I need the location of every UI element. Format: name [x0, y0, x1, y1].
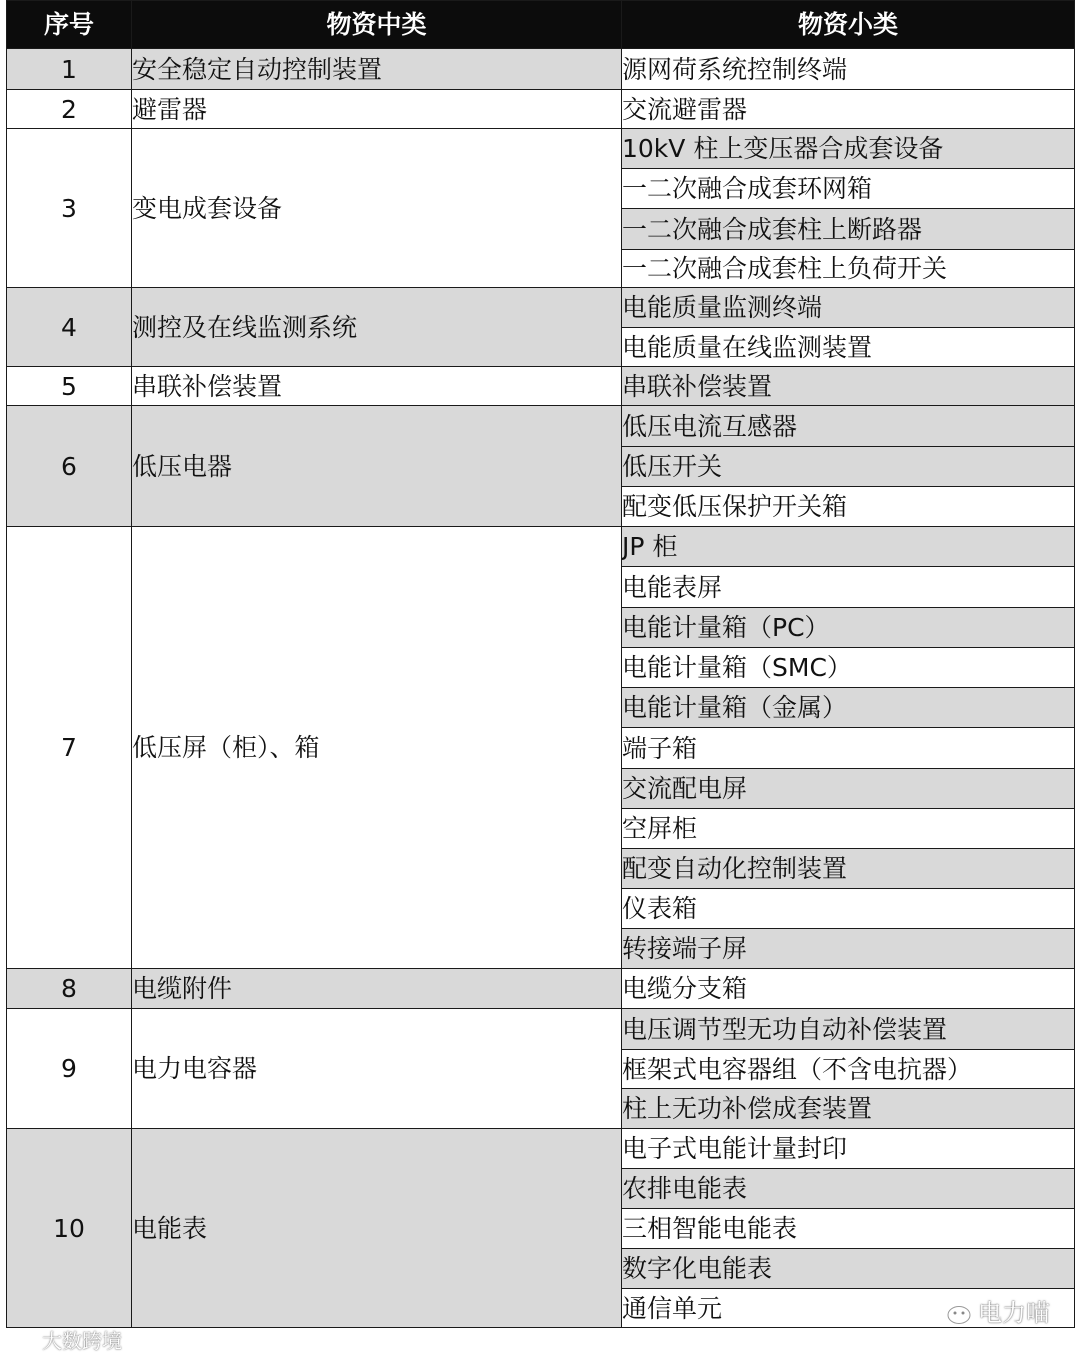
sub-category-cell: 电能质量在线监测装置 [622, 328, 1075, 367]
header-mid-category: 物资中类 [132, 1, 622, 49]
sub-category-cell: 低压电流互感器 [622, 406, 1075, 447]
mid-category-cell: 测控及在线监测系统 [132, 288, 622, 367]
watermark-left [8, 1325, 122, 1354]
table-row [7, 1009, 1075, 1050]
mid-category-cell: 电缆附件 [132, 969, 622, 1009]
serial-number-cell: 2 [7, 90, 132, 129]
mid-category-cell: 安全稳定自动控制装置 [132, 49, 622, 90]
sub-category-cell: 电能计量箱（金属） [622, 688, 1075, 728]
sub-category-cell: 一二次融合成套环网箱 [622, 169, 1075, 209]
sub-category-cell: 源网荷系统控制终端 [622, 49, 1075, 90]
sub-category-cell: 农排电能表 [622, 1169, 1075, 1209]
serial-number-cell: 4 [7, 288, 132, 367]
table-row [7, 367, 1075, 406]
sub-category-cell: 电缆分支箱 [622, 969, 1075, 1009]
table-row [7, 49, 1075, 90]
mid-category-cell: 变电成套设备 [132, 129, 622, 288]
mid-category-cell: 低压屏（柜）、箱 [132, 527, 622, 969]
serial-number-cell: 1 [7, 49, 132, 90]
sub-category-cell: 10kV 柱上变压器合成套设备 [622, 129, 1075, 169]
mid-category-cell: 电能表 [132, 1129, 622, 1328]
sub-category-cell: 一二次融合成套柱上负荷开关 [622, 250, 1075, 288]
sub-category-cell: 电能计量箱（SMC） [622, 648, 1075, 688]
sub-category-cell: 数字化电能表 [622, 1249, 1075, 1289]
sub-category-cell: 空屏柜 [622, 809, 1075, 849]
watermark-right-text: 电力喵 [978, 1299, 1050, 1327]
sub-category-cell: 通信单元 [622, 1289, 1075, 1328]
sub-category-cell: 低压开关 [622, 447, 1075, 487]
sub-category-cell: 电压调节型无功自动补偿装置 [622, 1009, 1075, 1050]
mid-category-cell: 串联补偿装置 [132, 367, 622, 406]
serial-number-cell: 5 [7, 367, 132, 406]
table-row [7, 90, 1075, 129]
sub-category-cell: 串联补偿装置 [622, 367, 1075, 406]
weibo-icon [8, 1329, 38, 1351]
serial-number-cell: 7 [7, 527, 132, 969]
serial-number-cell: 3 [7, 129, 132, 288]
serial-number-cell: 6 [7, 406, 132, 527]
sub-category-cell: 一二次融合成套柱上断路器 [622, 209, 1075, 250]
sub-category-cell: 框架式电容器组（不含电抗器） [622, 1050, 1075, 1089]
sub-category-cell: 电能计量箱（PC） [622, 608, 1075, 648]
table-header [7, 1, 1075, 49]
sub-category-cell: 电能质量监测终端 [622, 288, 1075, 328]
header-serial: 序号 [7, 1, 132, 49]
table-row [7, 969, 1075, 1009]
header-sub-category: 物资小类 [622, 1, 1075, 49]
table-row [7, 129, 1075, 169]
sub-category-cell: 转接端子屏 [622, 929, 1075, 969]
sub-category-cell: 仪表箱 [622, 889, 1075, 929]
serial-number-cell: 9 [7, 1009, 132, 1129]
table-row [7, 406, 1075, 447]
sub-category-cell: JP 柜 [622, 527, 1075, 567]
table-body [7, 49, 1075, 1328]
sub-category-cell: 交流配电屏 [622, 769, 1075, 809]
sub-category-cell: 电子式电能计量封印 [622, 1129, 1075, 1169]
materials-table [6, 0, 1075, 1328]
serial-number-cell: 8 [7, 969, 132, 1009]
sub-category-cell: 配变自动化控制装置 [622, 849, 1075, 889]
table-row [7, 1129, 1075, 1169]
sub-category-cell: 电能表屏 [622, 567, 1075, 608]
mid-category-cell: 低压电器 [132, 406, 622, 527]
mid-category-cell: 避雷器 [132, 90, 622, 129]
mid-category-cell: 电力电容器 [132, 1009, 622, 1129]
table-row [7, 288, 1075, 328]
sub-category-cell: 柱上无功补偿成套装置 [622, 1089, 1075, 1129]
serial-number-cell: 10 [7, 1129, 132, 1328]
wechat-icon [932, 1295, 972, 1327]
sub-category-cell: 三相智能电能表 [622, 1209, 1075, 1249]
sub-category-cell: 交流避雷器 [622, 90, 1075, 129]
sub-category-cell: 端子箱 [622, 728, 1075, 769]
watermark-left-text: 大数跨境 [42, 1329, 122, 1353]
sub-category-cell: 配变低压保护开关箱 [622, 487, 1075, 527]
table-row [7, 527, 1075, 567]
watermark-right [932, 1293, 1050, 1328]
